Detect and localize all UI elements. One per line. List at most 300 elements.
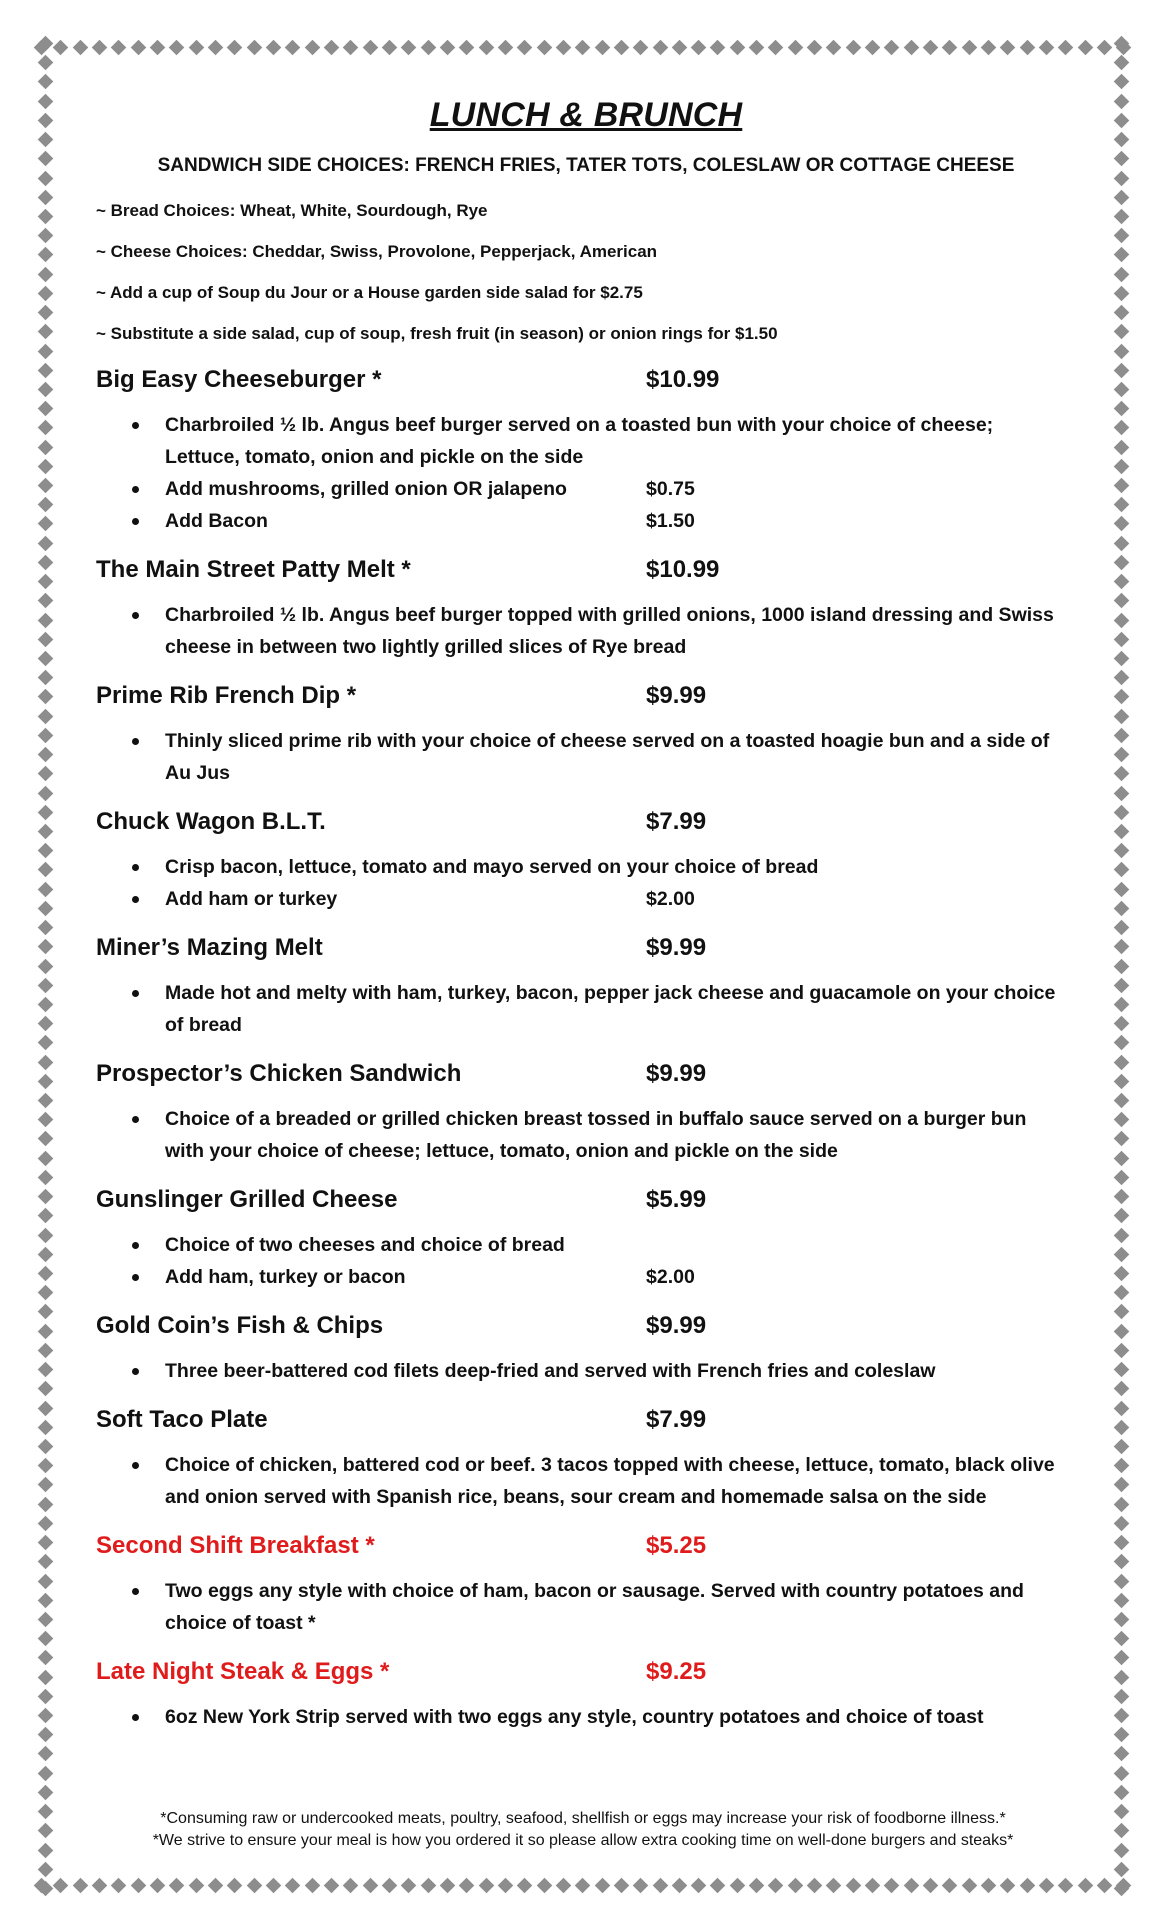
diamond-ornament: [53, 39, 69, 55]
menu-item-description: [96, 725, 1076, 789]
diamond-ornament: [768, 1877, 784, 1893]
bullet-icon: [132, 1462, 139, 1469]
bullet-icon: [132, 1588, 139, 1595]
diamond-ornament: [1113, 1554, 1129, 1570]
menu-item-header: [96, 1185, 1076, 1215]
menu-item-header: [96, 555, 1076, 585]
diamond-ornament: [1113, 189, 1129, 205]
footer-line: *Consuming raw or undercooked meats, poultry, seafood, shellfish or eggs may increase your risk of foodborne illness.*: [160, 1810, 1006, 1827]
diamond-ornament: [981, 1877, 997, 1893]
menu-item-description: [96, 599, 1076, 663]
diamond-ornament: [37, 612, 53, 628]
diamond-ornament: [1113, 862, 1129, 878]
diamond-ornament: [37, 1170, 53, 1186]
diamond-ornament: [440, 1877, 456, 1893]
diamond-ornament: [37, 824, 53, 840]
diamond-ornament: [1113, 555, 1129, 571]
menu-item-price: $10.99: [646, 366, 720, 393]
bullet-icon: [132, 738, 139, 745]
diamond-ornament: [37, 132, 53, 148]
diamond-ornament: [1113, 266, 1129, 282]
diamond-ornament: [1113, 1035, 1129, 1051]
bullet-icon: [132, 896, 139, 903]
diamond-ornament: [208, 1877, 224, 1893]
diamond-ornament: [865, 39, 881, 55]
diamond-ornament: [37, 1304, 53, 1320]
diamond-ornament: [1113, 785, 1129, 801]
diamond-ornament: [37, 1592, 53, 1608]
diamond-ornament: [1113, 1419, 1129, 1435]
menu-item-name: Gold Coin’s Fish & Chips: [96, 1312, 384, 1339]
diamond-ornament: [1113, 1535, 1129, 1551]
menu-item-header: [96, 1311, 1076, 1341]
diamond-ornament: [517, 39, 533, 55]
diamond-ornament: [324, 1877, 340, 1893]
diamond-ornament: [37, 1516, 53, 1532]
diamond-ornament: [304, 39, 320, 55]
bullet-icon: [132, 1714, 139, 1721]
menu-item-description-list: [96, 1449, 1076, 1513]
diamond-ornament: [208, 39, 224, 55]
menu-item-name: The Main Street Patty Melt *: [96, 556, 411, 583]
diamond-ornament: [652, 39, 668, 55]
diamond-ornament: [594, 1877, 610, 1893]
diamond-ornament: [37, 459, 53, 475]
diamond-ornament: [1113, 632, 1129, 648]
diamond-ornament: [37, 55, 53, 71]
diamond-ornament: [1113, 343, 1129, 359]
diamond-ornament: [594, 39, 610, 55]
diamond-ornament: [266, 39, 282, 55]
diamond-ornament: [903, 1877, 919, 1893]
diamond-ornament: [1113, 305, 1129, 321]
add-on-option: [96, 883, 1076, 915]
diamond-ornament: [1113, 1631, 1129, 1647]
diamond-ornament: [517, 1877, 533, 1893]
menu-item: [96, 555, 1076, 663]
diamond-ornament: [1019, 1877, 1035, 1893]
diamond-ornament: [1113, 1573, 1129, 1589]
diamond-ornament: [1113, 843, 1129, 859]
diamond-ornament: [1113, 1708, 1129, 1724]
diamond-ornament: [37, 881, 53, 897]
diamond-ornament: [1113, 420, 1129, 436]
bullet-icon: [132, 1116, 139, 1123]
bullet-text: 6oz New York Strip served with two eggs any style, country potatoes and choice of toast: [165, 1706, 984, 1728]
diamond-ornament: [1113, 1592, 1129, 1608]
diamond-ornament: [1113, 1477, 1129, 1493]
add-on-price: $2.00: [646, 888, 695, 910]
bullet-text: Charbroiled ½ lb. Angus beef burger topped with grilled onions, 1000 island dressing and Swiss cheese in between two lightly grilled slices of Rye bread: [165, 604, 1054, 658]
diamond-ornament: [1113, 1362, 1129, 1378]
diamond-ornament: [1077, 39, 1093, 55]
diamond-ornament: [1097, 39, 1113, 55]
diamond-ornament: [37, 1785, 53, 1801]
diamond-ornament: [37, 74, 53, 90]
diamond-ornament: [37, 1247, 53, 1263]
menu-item-description-list: [96, 1103, 1076, 1167]
add-on-price: $1.50: [646, 510, 695, 532]
diamond-ornament: [923, 39, 939, 55]
bullet-text: Add Bacon: [165, 510, 268, 532]
diamond-ornament: [37, 1266, 53, 1282]
note-bread: ~ Bread Choices: Wheat, White, Sourdough, Rye: [96, 201, 488, 220]
diamond-ornament: [1113, 901, 1129, 917]
diamond-ornament: [37, 535, 53, 551]
diamond-ornament: [1113, 1842, 1129, 1858]
diamond-ornament: [37, 1881, 53, 1897]
diamond-ornament: [652, 1877, 668, 1893]
diamond-ornament: [1077, 1877, 1093, 1893]
diamond-ornament: [1113, 651, 1129, 667]
diamond-ornament: [710, 39, 726, 55]
menu-item-name: Prospector’s Chicken Sandwich: [96, 1060, 462, 1087]
diamond-ornament: [1113, 1381, 1129, 1397]
diamond-ornament: [1113, 574, 1129, 590]
add-on-option: [96, 473, 1076, 505]
menu-item-description: [96, 1355, 1076, 1387]
diamond-ornament: [981, 39, 997, 55]
diamond-ornament: [37, 1054, 53, 1070]
diamond-ornament: [1113, 920, 1129, 936]
diamond-ornament: [1113, 1881, 1129, 1897]
diamond-ornament: [1113, 1247, 1129, 1263]
diamond-ornament: [1113, 958, 1129, 974]
diamond-ornament: [1113, 670, 1129, 686]
diamond-ornament: [37, 1804, 53, 1820]
diamond-ornament: [343, 39, 359, 55]
menu-item-name: Gunslinger Grilled Cheese: [96, 1186, 398, 1213]
diamond-ornament: [1113, 170, 1129, 186]
bullet-icon: [132, 518, 139, 525]
bullet-icon: [132, 612, 139, 619]
menu-item-price: $10.99: [646, 556, 720, 583]
diamond-ornament: [1019, 39, 1035, 55]
diamond-ornament: [37, 1727, 53, 1743]
diamond-ornament: [807, 39, 823, 55]
menu-item-name: Second Shift Breakfast *: [96, 1532, 375, 1559]
menu-item-description-list: [96, 851, 1076, 915]
diamond-ornament: [37, 170, 53, 186]
menu-item: [96, 933, 1076, 1041]
diamond-ornament: [1113, 997, 1129, 1013]
menu-item-description-list: [96, 725, 1076, 789]
menu-item-description-list: [96, 409, 1076, 537]
diamond-ornament: [382, 39, 398, 55]
add-on-option: [96, 1261, 1076, 1293]
diamond-ornament: [37, 247, 53, 263]
diamond-ornament: [1113, 593, 1129, 609]
diamond-ornament: [130, 1877, 146, 1893]
diamond-ornament: [37, 804, 53, 820]
diamond-ornament: [1113, 324, 1129, 340]
diamond-ornament: [37, 382, 53, 398]
diamond-ornament: [633, 1877, 649, 1893]
diamond-ornament: [37, 1093, 53, 1109]
diamond-ornament: [37, 1439, 53, 1455]
page-title: LUNCH & BRUNCH: [429, 96, 743, 134]
diamond-ornament: [37, 497, 53, 513]
diamond-ornament: [37, 1381, 53, 1397]
diamond-ornament: [691, 1877, 707, 1893]
menu-item-header: [96, 933, 1076, 963]
diamond-ornament: [1113, 151, 1129, 167]
diamond-ornament: [37, 113, 53, 129]
diamond-ornament: [37, 785, 53, 801]
menu-item-description-list: [96, 1355, 1076, 1387]
diamond-ornament: [614, 1877, 630, 1893]
bullet-icon: [132, 864, 139, 871]
menu-item-name: Late Night Steak & Eggs *: [96, 1658, 390, 1685]
diamond-ornament: [188, 39, 204, 55]
diamond-ornament: [1097, 1877, 1113, 1893]
diamond-ornament: [826, 39, 842, 55]
diamond-ornament: [1113, 439, 1129, 455]
menu-item-price: $9.99: [646, 1312, 707, 1339]
menu-item: [96, 1059, 1076, 1167]
diamond-border-bottom: [36, 1876, 1130, 1894]
diamond-ornament: [37, 93, 53, 109]
diamond-ornament: [37, 1669, 53, 1685]
menu-item-name: Soft Taco Plate: [96, 1406, 268, 1433]
bullet-text: Choice of a breaded or grilled chicken breast tossed in buffalo sauce served on a burger bun with your choice of cheese; lettuce, tomato, onion and pickle on the side: [165, 1108, 1027, 1162]
diamond-ornament: [1113, 689, 1129, 705]
menu-item-description: [96, 1103, 1076, 1167]
menu-item-price: $9.99: [646, 682, 707, 709]
diamond-ornament: [1113, 401, 1129, 417]
diamond-ornament: [37, 1862, 53, 1878]
menu-item-description-list: [96, 1701, 1076, 1733]
menu-item: [96, 1311, 1076, 1387]
diamond-ornament: [37, 401, 53, 417]
diamond-ornament: [1113, 1112, 1129, 1128]
add-on-price: $2.00: [646, 1266, 695, 1288]
diamond-ornament: [1113, 1227, 1129, 1243]
diamond-ornament: [343, 1877, 359, 1893]
diamond-ornament: [37, 1535, 53, 1551]
diamond-ornament: [1113, 1804, 1129, 1820]
diamond-ornament: [1113, 1266, 1129, 1282]
diamond-ornament: [1113, 1862, 1129, 1878]
diamond-ornament: [498, 39, 514, 55]
diamond-ornament: [575, 1877, 591, 1893]
bullet-icon: [132, 486, 139, 493]
diamond-ornament: [1113, 1093, 1129, 1109]
diamond-ornament: [1113, 1208, 1129, 1224]
diamond-ornament: [37, 1323, 53, 1339]
diamond-ornament: [37, 939, 53, 955]
diamond-ornament: [1113, 516, 1129, 532]
menu-item-description: [96, 851, 1076, 883]
diamond-ornament: [53, 1877, 69, 1893]
menu-item-name: Miner’s Mazing Melt: [96, 934, 323, 961]
diamond-ornament: [37, 343, 53, 359]
diamond-ornament: [420, 1877, 436, 1893]
menu-item-description: [96, 409, 1076, 473]
diamond-ornament: [633, 39, 649, 55]
diamond-ornament: [459, 39, 475, 55]
diamond-ornament: [72, 39, 88, 55]
diamond-ornament: [478, 1877, 494, 1893]
menu-item-header: [96, 1059, 1076, 1089]
diamond-ornament: [1113, 113, 1129, 129]
diamond-ornament: [37, 1074, 53, 1090]
diamond-ornament: [478, 39, 494, 55]
diamond-ornament: [884, 1877, 900, 1893]
diamond-ornament: [37, 1631, 53, 1647]
diamond-ornament: [1113, 1689, 1129, 1705]
footer-disclaimer: [60, 1808, 1106, 1852]
diamond-ornament: [285, 39, 301, 55]
diamond-ornament: [1113, 881, 1129, 897]
diamond-ornament: [37, 555, 53, 571]
diamond-ornament: [749, 1877, 765, 1893]
diamond-ornament: [1113, 1650, 1129, 1666]
diamond-ornament: [401, 39, 417, 55]
diamond-ornament: [575, 39, 591, 55]
diamond-ornament: [37, 1419, 53, 1435]
diamond-ornament: [672, 39, 688, 55]
diamond-ornament: [1039, 1877, 1055, 1893]
diamond-ornament: [37, 1208, 53, 1224]
diamond-ornament: [37, 1689, 53, 1705]
diamond-ornament: [37, 516, 53, 532]
diamond-ornament: [37, 593, 53, 609]
bullet-text: Two eggs any style with choice of ham, bacon or sausage. Served with country potatoes and choice of toast *: [165, 1580, 1024, 1634]
diamond-ornament: [37, 708, 53, 724]
menu-item-header: [96, 1405, 1076, 1435]
diamond-ornament: [37, 228, 53, 244]
menu-item-name: Big Easy Cheeseburger *: [96, 366, 382, 393]
diamond-ornament: [1113, 1400, 1129, 1416]
diamond-ornament: [37, 632, 53, 648]
diamond-ornament: [188, 1877, 204, 1893]
diamond-ornament: [401, 1877, 417, 1893]
diamond-ornament: [1113, 612, 1129, 628]
diamond-ornament: [37, 1496, 53, 1512]
diamond-ornament: [227, 1877, 243, 1893]
diamond-ornament: [1039, 39, 1055, 55]
diamond-ornament: [37, 901, 53, 917]
diamond-ornament: [942, 39, 958, 55]
menu-item-description: [96, 1449, 1076, 1513]
diamond-ornament: [37, 362, 53, 378]
menu-item-price: $5.25: [646, 1532, 707, 1559]
diamond-ornament: [37, 1227, 53, 1243]
menu-item: [96, 1185, 1076, 1293]
diamond-ornament: [942, 1877, 958, 1893]
diamond-ornament: [111, 39, 127, 55]
diamond-ornament: [1113, 1170, 1129, 1186]
diamond-ornament: [961, 1877, 977, 1893]
diamond-ornament: [1113, 36, 1129, 52]
diamond-ornament: [1113, 1323, 1129, 1339]
diamond-ornament: [37, 324, 53, 340]
menu-content: [96, 96, 1076, 1733]
diamond-ornament: [37, 1554, 53, 1570]
diamond-ornament: [37, 478, 53, 494]
diamond-ornament: [1113, 74, 1129, 90]
add-on-price: $0.75: [646, 478, 695, 500]
diamond-ornament: [150, 39, 166, 55]
diamond-ornament: [37, 958, 53, 974]
diamond-ornament: [382, 1877, 398, 1893]
diamond-ornament: [1113, 55, 1129, 71]
diamond-ornament: [1000, 1877, 1016, 1893]
menu-item-description-list: [96, 977, 1076, 1041]
diamond-ornament: [961, 39, 977, 55]
note-soup-salad: ~ Add a cup of Soup du Jour or a House garden side salad for $2.75: [96, 283, 643, 302]
diamond-ornament: [1113, 286, 1129, 302]
diamond-ornament: [37, 36, 53, 52]
diamond-ornament: [111, 1877, 127, 1893]
diamond-ornament: [1113, 1439, 1129, 1455]
menu-item-description: [96, 977, 1076, 1041]
footer-line: *We strive to ensure your meal is how you ordered it so please allow extra cooking time on well-done burgers and steaks*: [152, 1832, 1014, 1849]
diamond-ornament: [1113, 1074, 1129, 1090]
bullet-text: Choice of two cheeses and choice of bread: [165, 1234, 565, 1256]
diamond-ornament: [1113, 977, 1129, 993]
diamond-ornament: [37, 189, 53, 205]
diamond-ornament: [1113, 209, 1129, 225]
diamond-ornament: [37, 1343, 53, 1359]
diamond-ornament: [92, 1877, 108, 1893]
bullet-text: Choice of chicken, battered cod or beef. 3 tacos topped with cheese, lettuce, tomato, black olive and onion served with Spanish rice, beans, sour cream and homemade salsa on the side: [165, 1454, 1055, 1508]
diamond-ornament: [903, 39, 919, 55]
bullet-text: Add ham, turkey or bacon: [165, 1266, 406, 1288]
diamond-ornament: [1113, 1458, 1129, 1474]
diamond-ornament: [1058, 1877, 1074, 1893]
diamond-ornament: [266, 1877, 282, 1893]
diamond-ornament: [37, 266, 53, 282]
diamond-ornament: [37, 1016, 53, 1032]
bullet-icon: [132, 1274, 139, 1281]
bullet-icon: [132, 990, 139, 997]
bullet-icon: [132, 422, 139, 429]
diamond-ornament: [37, 728, 53, 744]
diamond-ornament: [672, 1877, 688, 1893]
diamond-ornament: [150, 1877, 166, 1893]
diamond-ornament: [440, 39, 456, 55]
menu-item-description-list: [96, 1229, 1076, 1293]
menu-item-header: [96, 1657, 1076, 1687]
bullet-text: Add mushrooms, grilled onion OR jalapeno: [165, 478, 567, 500]
bullet-text: Charbroiled ½ lb. Angus beef burger served on a toasted bun with your choice of cheese; Lettuce, tomato, onion and pickle on the side: [165, 414, 994, 468]
note-cheese: ~ Cheese Choices: Cheddar, Swiss, Provolone, Pepperjack, American: [96, 242, 658, 261]
menu-item: [96, 1657, 1076, 1733]
menu-item: [96, 807, 1076, 915]
diamond-ornament: [536, 39, 552, 55]
diamond-ornament: [807, 1877, 823, 1893]
menu-item-description-list: [96, 599, 1076, 663]
diamond-ornament: [227, 39, 243, 55]
diamond-ornament: [37, 1285, 53, 1301]
diamond-ornament: [37, 1189, 53, 1205]
diamond-ornament: [37, 1573, 53, 1589]
diamond-ornament: [246, 39, 262, 55]
diamond-ornament: [1000, 39, 1016, 55]
diamond-ornament: [730, 1877, 746, 1893]
diamond-ornament: [37, 1477, 53, 1493]
diamond-ornament: [1113, 766, 1129, 782]
diamond-ornament: [130, 39, 146, 55]
diamond-ornament: [1113, 728, 1129, 744]
diamond-ornament: [304, 1877, 320, 1893]
menu-item-price: $7.99: [646, 1406, 707, 1433]
diamond-ornament: [37, 920, 53, 936]
diamond-ornament: [556, 39, 572, 55]
diamond-ornament: [1113, 1343, 1129, 1359]
